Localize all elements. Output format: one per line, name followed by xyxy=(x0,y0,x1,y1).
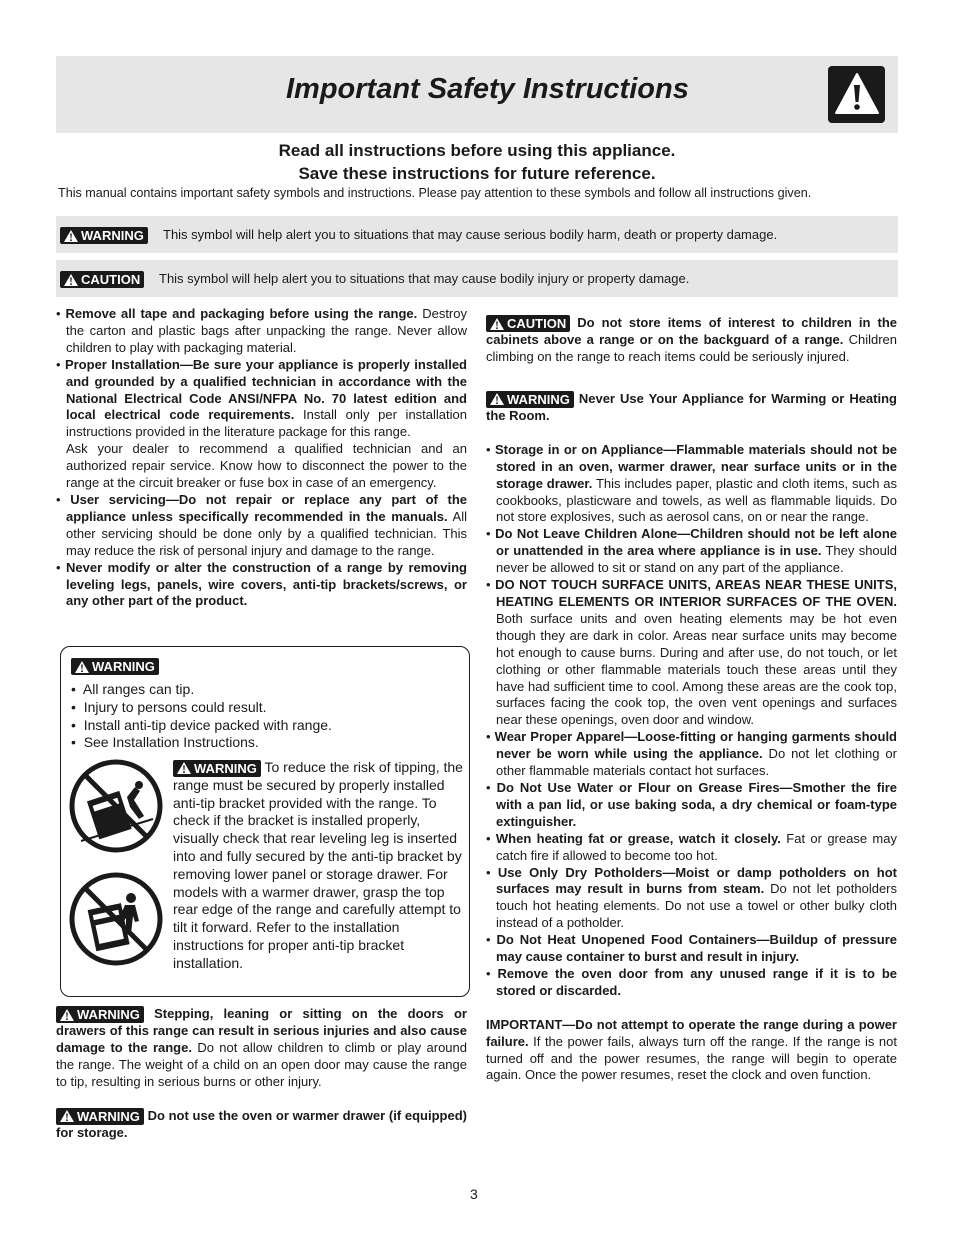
anti-tip-list xyxy=(71,681,332,752)
warning-paragraph: WARNING Stepping, leaning or sitting on the doors or drawers of this range can result in serious injuries and also cause damage to the range. Do not allow children to climb or play around the range. The weight of a child on an open door may cause the range to tip, resulting in serious burns or other injury. xyxy=(56,1006,467,1089)
list-item: • Do Not Leave Children Alone—Children should not be left alone or unattended in the area where appliance is in use. They should never be allowed to sit or stand on any part of the appliance. xyxy=(486,526,897,576)
alert-icon xyxy=(63,229,79,243)
list-item: • Do Not Heat Unopened Food Containers—Buildup of pressure may cause container to burst and result in injury. xyxy=(486,932,897,965)
right-column xyxy=(486,315,897,1084)
left-column-top xyxy=(56,306,467,610)
intro-text: This manual contains important safety symbols and instructions. Please pay attention to these symbols and follow all instructions given. xyxy=(58,186,812,200)
list-item: • When heating fat or grease, watch it closely. Fat or grease may catch fire if allowed to become too hot. xyxy=(486,830,897,863)
anti-tip-warning-box xyxy=(60,646,470,997)
warning-paragraph: WARNING Never Use Your Appliance for Warming or Heating the Room. xyxy=(486,390,897,423)
list-item: • All ranges can tip. xyxy=(71,681,195,697)
caution-symbol-text: This symbol will help alert you to situations that may cause bodily injury or property damage. xyxy=(159,271,690,286)
alert-icon xyxy=(63,273,79,287)
range-tipping-prohibited-icon xyxy=(69,759,163,853)
list-item: • Injury to persons could result. xyxy=(71,698,267,715)
alert-icon xyxy=(176,761,192,775)
page-header xyxy=(56,56,898,133)
page-title: Important Safety Instructions xyxy=(286,73,689,105)
list-item: • Proper Installation—Be sure your appliance is properly installed and grounded by a qualified technician in accordance with the National Electrical Code ANSI/NFPA No. 70 latest edition and local electrical code requirements. Install only per installation instructions provided in the literature package for this range. xyxy=(56,356,468,440)
alert-icon xyxy=(489,317,505,331)
list-item-continued: Ask your dealer to recommend a qualified technician and an authorized repair service. Know how to disconnect the power to the range at the circuit breaker or fuse box in case of an emergency. xyxy=(66,441,467,491)
anti-tip-text: To reduce the risk of tipping, the range must be secured by properly installed anti-tip bracket provided with the range. To check if the bracket is installed properly, visually check that rear leveling leg is inserted into and fully secured by the anti-tip bracket by removing lower panel or storage drawer. For models with a warmer drawer, grasp the top rear edge of the range and carefully attempt to tilt it forward. Refer to the installation instructions for proper anti-tip bracket installation. xyxy=(173,759,463,971)
child-on-door-prohibited-icon xyxy=(69,872,163,966)
warning-badge: WARNING xyxy=(56,1006,144,1023)
list-item: • Use Only Dry Potholders—Moist or damp potholders on hot surfaces may result in burns from steam. Do not let potholders touch hot heating elements. Do not use a towel or other bulky cloth instead of a potholder. xyxy=(486,864,898,931)
list-item: • Remove all tape and packaging before using the range. Destroy the carton and plastic bags after unpacking the range. Never allow children to play with packaging material. xyxy=(56,306,467,355)
subtitle-read: Read all instructions before using this appliance. xyxy=(278,141,676,160)
caution-symbol-bar xyxy=(56,260,898,297)
list-item: • Never modify or alter the construction of a range by removing leveling legs, panels, wire covers, anti-tip brackets/screws, or any other part of the product. xyxy=(56,559,467,609)
warning-badge: WARNING xyxy=(173,760,261,777)
warning-symbol-bar xyxy=(56,216,898,253)
alert-icon xyxy=(489,392,505,406)
subtitle-save: Save these instructions for future reference. xyxy=(298,164,656,183)
important-paragraph: IMPORTANT—Do not attempt to operate the range during a power failure. If the power fails, always turn off the range. If the range is not turned off and the power resumes, the range will begin to operate again. Once the power resumes, reset the clock and oven function. xyxy=(486,1016,897,1083)
page-number: 3 xyxy=(470,1186,478,1202)
warning-badge: WARNING xyxy=(60,227,148,244)
warning-badge: WARNING xyxy=(486,391,574,408)
list-item: • Remove the oven door from any unused range if it is to be stored or discarded. xyxy=(486,965,897,998)
alert-icon xyxy=(59,1008,75,1022)
list-item: • User servicing—Do not repair or replace any part of the appliance unless specifically recommended in the manuals. All other servicing should be done only by a qualified technician. This may reduce the risk of personal injury and damage to the range. xyxy=(56,491,468,558)
anti-tip-instructions xyxy=(173,759,465,973)
left-column-bottom xyxy=(56,1006,467,1142)
caution-badge: CAUTION xyxy=(60,271,144,288)
warning-badge: WARNING xyxy=(71,658,159,675)
list-item: • See Installation Instructions. xyxy=(71,734,259,751)
warning-paragraph: WARNING Do not use the oven or warmer drawer (if equipped) for storage. xyxy=(56,1107,467,1140)
warning-triangle-icon xyxy=(828,66,885,123)
warning-symbol-text: This symbol will help alert you to situations that may cause serious bodily harm, death or property damage. xyxy=(163,227,778,242)
alert-icon xyxy=(74,660,90,674)
list-item: • Install anti-tip device packed with range. xyxy=(71,716,332,733)
list-item: • Do Not Use Water or Flour on Grease Fires—Smother the fire with a pan lid, or use baking soda, a dry chemical or foam-type extinguisher. xyxy=(486,779,897,829)
caution-paragraph: CAUTION Do not store items of interest to children in the cabinets above a range or on the backguard of a range. Children climbing on the range to reach items could be seriously injured. xyxy=(486,315,898,364)
list-item: • Wear Proper Apparel—Loose-fitting or hanging garments should never be worn while using the appliance. Do not let clothing or other flammable materials contact hot surfaces. xyxy=(486,729,897,779)
list-item: • Storage in or on Appliance—Flammable materials should not be stored in an oven, warmer drawer, near surface units or in the storage drawer. This includes paper, plastic and cloth items, such as cookbooks, plasticware and towels, as well as flammable liquids. Do not store explosives, such as aerosol cans, on or near the range. xyxy=(486,441,897,525)
alert-icon xyxy=(59,1109,75,1123)
list-item: • DO NOT TOUCH SURFACE UNITS, AREAS NEAR THESE UNITS, HEATING ELEMENTS OR INTERIOR SURFACES OF THE OVEN. Both surface units and oven heating elements may be hot even though they are dark in color. Areas near surface units may become hot enough to cause burns. During and after use, do not touch, or let clothing or other flammable materials touch these areas until they have had sufficient time to cool. Among these areas are the cook top, surfaces facing the cook top, the oven vent openings and surfaces near these openings, oven door and window. xyxy=(486,577,897,728)
caution-badge: CAUTION xyxy=(486,315,570,332)
warning-badge: WARNING xyxy=(56,1108,144,1125)
